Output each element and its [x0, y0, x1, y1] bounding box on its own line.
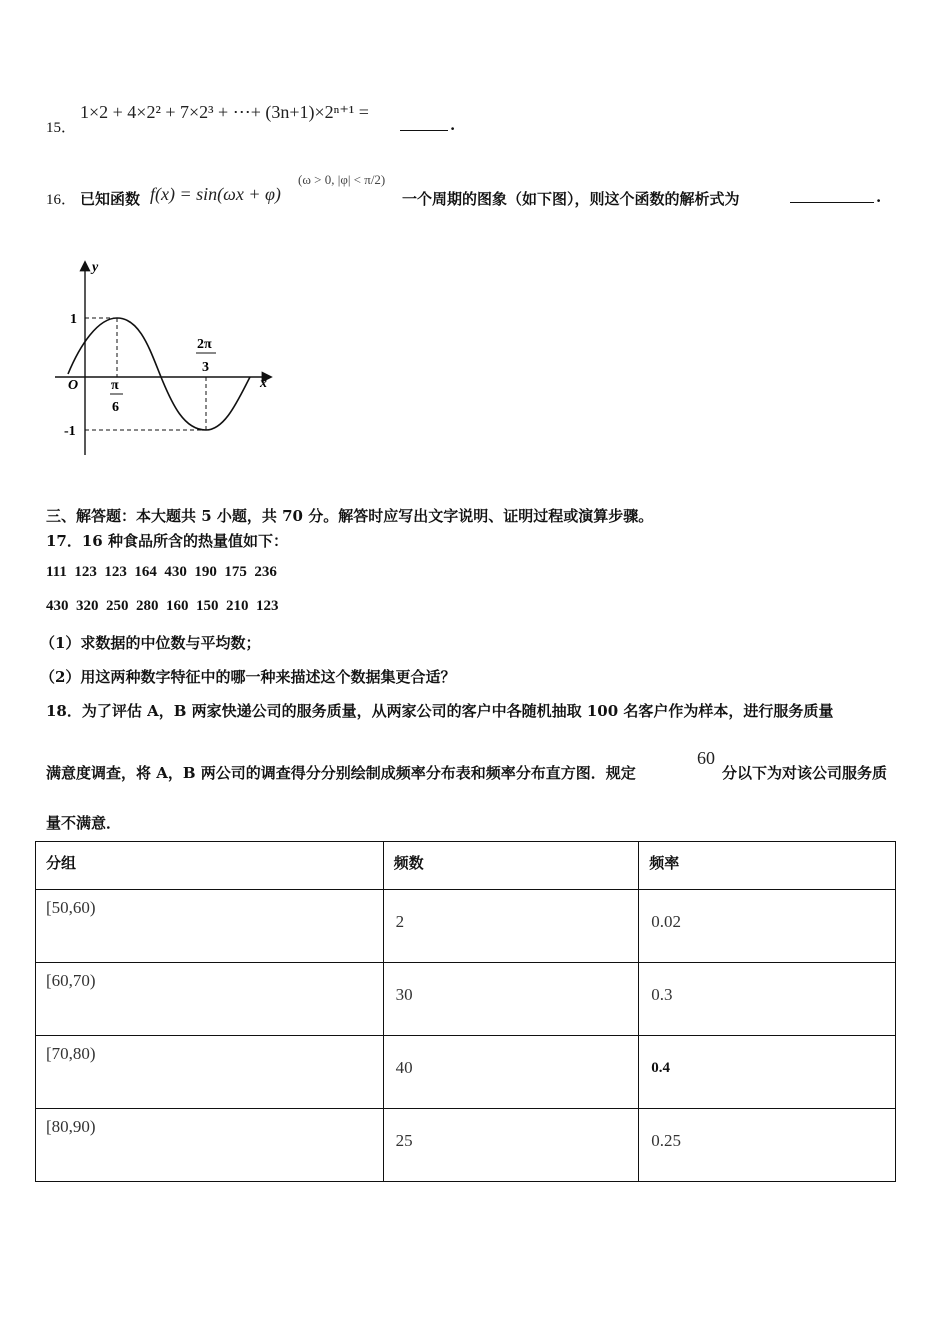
answer-blank[interactable] [790, 188, 874, 203]
question-text-body: 一个周期的图象（如下图），则这个函数的解析式为 [402, 190, 740, 208]
count-value: 30 [395, 985, 413, 1004]
question-18-text-b: 分以下为对该公司服务质 [722, 764, 888, 782]
table-row [36, 890, 896, 963]
header-group: 分组 [46, 854, 77, 872]
end-period: . [876, 188, 882, 206]
table-cell [639, 890, 896, 963]
table-row [36, 1036, 896, 1109]
table-row [36, 963, 896, 1036]
origin-label: O [68, 378, 79, 393]
sine-graph [50, 255, 290, 470]
x-tick-pi6-denominator: 6 [112, 400, 119, 415]
frequency-value: 0.02 [651, 912, 682, 931]
question-number: 16． [46, 192, 77, 208]
group-interval: [60,70) [46, 971, 96, 990]
question-18-line-3: 量不满意． [46, 814, 122, 832]
table-cell [36, 1036, 384, 1109]
sine-curve [68, 318, 250, 430]
data-row-1: 111 123 123 164 430 190 175 236 [46, 564, 277, 580]
answer-blank[interactable] [400, 116, 448, 131]
question-18-text-a: 满意度调查，将 A，B 两公司的调查得分分别绘制成频率分布表和频率分布直方图．规定 [46, 764, 636, 782]
question-number: 15． [46, 120, 77, 136]
y-axis-label: y [92, 260, 99, 275]
table-cell [383, 1036, 639, 1109]
y-tick-neg1: -1 [64, 424, 76, 439]
data-row-2: 430 320 250 280 160 150 210 123 [46, 598, 279, 614]
frequency-value: 0.3 [651, 985, 673, 1004]
table-cell [36, 963, 384, 1036]
question-18-line-2 [46, 748, 916, 788]
group-interval: [50,60) [46, 898, 96, 917]
frequency-table [35, 841, 896, 1182]
threshold-number: 60 [697, 748, 715, 768]
x-tick-pi6-numerator: π [111, 378, 119, 393]
count-value: 2 [395, 912, 405, 931]
table-cell [383, 890, 639, 963]
table-cell [639, 1109, 896, 1182]
frequency-value: 0.25 [651, 1131, 682, 1150]
group-interval: [70,80) [46, 1044, 96, 1063]
header-cell [639, 842, 896, 890]
count-value: 25 [395, 1131, 413, 1150]
question-17-part-1: （1）求数据的中位数与平均数； [40, 634, 261, 652]
question-18-line-1: 18．为了评估 A，B 两家快递公司的服务质量，从两家公司的客户中各随机抽取 100 名客户作为样本，进行服务质量 [46, 702, 834, 720]
x-axis-label: x [260, 376, 267, 391]
group-interval: [80,90) [46, 1117, 96, 1136]
question-16 [46, 160, 926, 210]
header-frequency: 频率 [649, 854, 680, 872]
function-expression: f(x) = sin(ωx + φ) [150, 184, 281, 204]
y-tick-1: 1 [70, 312, 77, 327]
series-expression: 1×2 + 4×2² + 7×2³ + ⋯+ (3n+1)×2ⁿ⁺¹ = [80, 102, 369, 122]
table-cell [36, 890, 384, 963]
end-period: . [450, 116, 456, 134]
header-cell [36, 842, 384, 890]
frequency-value: 0.4 [651, 1060, 671, 1076]
header-cell [383, 842, 639, 890]
count-value: 40 [395, 1058, 413, 1077]
x-tick-2pi3-numerator: 2π [197, 337, 212, 352]
table-cell [639, 963, 896, 1036]
function-condition: (ω > 0, |φ| < π/2) [298, 172, 386, 187]
table-cell [639, 1036, 896, 1109]
x-tick-2pi3-denominator: 3 [202, 360, 209, 375]
question-17-intro: 17．16 种食品所含的热量值如下： [46, 532, 288, 550]
section-heading: 三、解答题：本大题共 5 小题，共 70 分。解答时应写出文字说明、证明过程或演算步骤。 [46, 507, 654, 525]
table-cell [36, 1109, 384, 1182]
header-count: 频数 [393, 854, 424, 872]
table-cell [383, 963, 639, 1036]
table-header-row [36, 842, 896, 890]
table-row [36, 1109, 896, 1182]
table-cell [383, 1109, 639, 1182]
question-text-intro: 已知函数 [80, 190, 141, 208]
question-17-part-2: （2）用这两种数字特征中的哪一种来描述这个数据集更合适？ [40, 668, 456, 686]
